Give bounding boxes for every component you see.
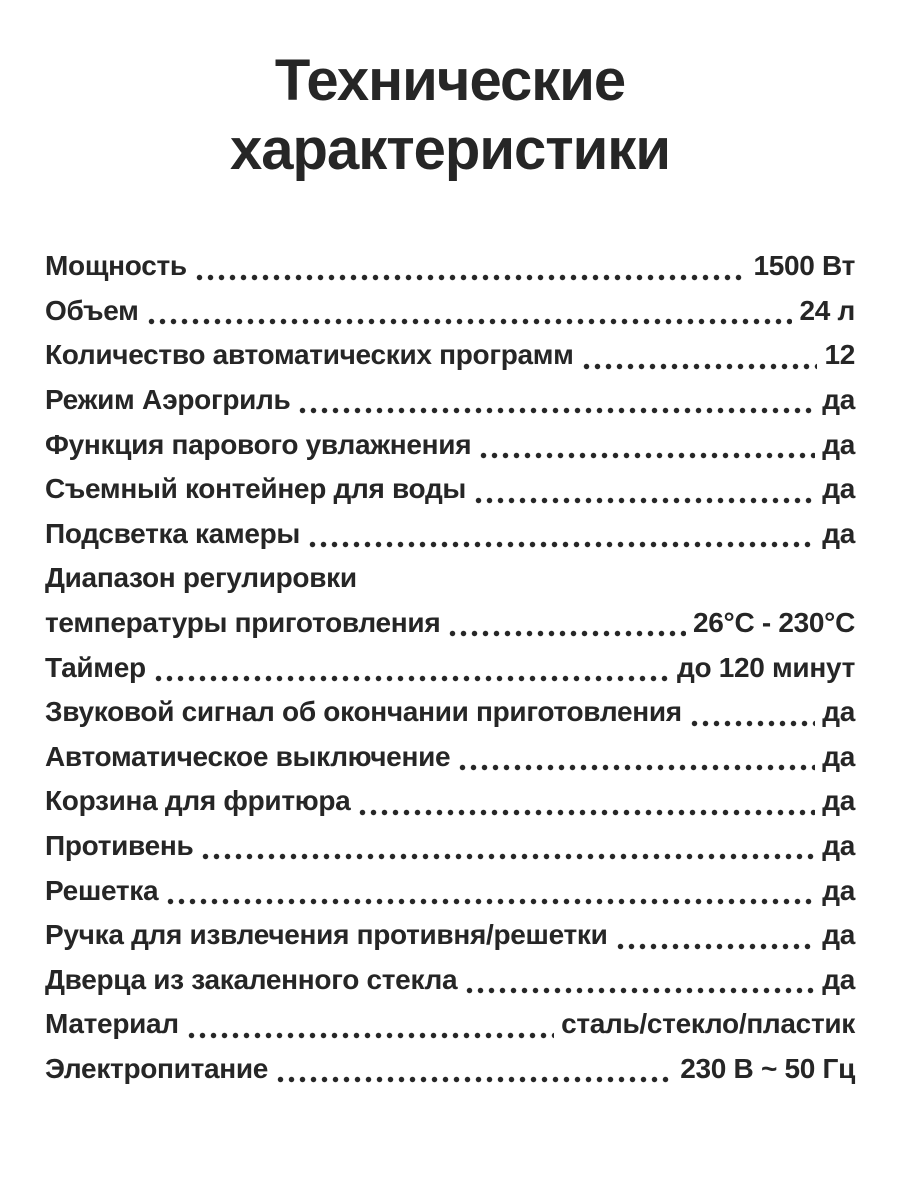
spec-row <box>45 601 855 646</box>
spec-label: Звуковой сигнал об окончании приготовления <box>45 696 682 728</box>
spec-list <box>45 244 855 1091</box>
spec-value: 12 <box>824 339 855 371</box>
spec-row <box>45 556 855 601</box>
dot-leader <box>473 467 815 512</box>
spec-label: Автоматическое выключение <box>45 740 451 772</box>
spec-value: да <box>822 963 855 995</box>
dot-leader <box>457 735 815 780</box>
dot-leader <box>357 779 815 824</box>
dot-leader <box>186 1002 554 1047</box>
dot-leader <box>153 645 670 690</box>
spec-label: Дверца из закаленного стекла <box>45 963 458 995</box>
spec-row <box>45 244 855 289</box>
spec-label: Мощность <box>45 250 187 282</box>
spec-label: Съемный контейнер для воды <box>45 473 467 505</box>
spec-row <box>45 1047 855 1092</box>
spec-row <box>45 735 855 780</box>
spec-row <box>45 512 855 557</box>
spec-label: Диапазон регулировки <box>45 562 357 594</box>
dot-leader <box>307 512 815 557</box>
spec-row <box>45 958 855 1003</box>
spec-label: Количество автоматических программ <box>45 339 574 371</box>
spec-row <box>45 868 855 913</box>
spec-value: да <box>822 830 855 862</box>
spec-row <box>45 824 855 869</box>
spec-value: да <box>822 473 855 505</box>
spec-value: да <box>822 785 855 817</box>
dot-leader <box>689 690 815 735</box>
spec-value: 1500 Вт <box>753 250 855 282</box>
dot-leader <box>297 378 815 423</box>
dot-leader <box>464 958 815 1003</box>
dot-leader <box>194 244 747 289</box>
spec-row <box>45 645 855 690</box>
spec-value: да <box>822 740 855 772</box>
spec-label: Режим Аэрогриль <box>45 384 291 416</box>
spec-value: сталь/стекло/пластик <box>561 1008 855 1040</box>
dot-leader <box>581 333 818 378</box>
spec-value: да <box>822 874 855 906</box>
spec-value: 24 л <box>799 294 855 326</box>
spec-label: Электропитание <box>45 1052 269 1084</box>
dot-leader <box>200 824 815 869</box>
spec-value: до 120 минут <box>676 651 855 683</box>
spec-row <box>45 289 855 334</box>
spec-row <box>45 378 855 423</box>
dot-leader <box>478 422 815 467</box>
page-title <box>45 46 855 184</box>
page-title-line-2: характеристики <box>230 117 670 182</box>
spec-label: Решетка <box>45 874 159 906</box>
spec-value: да <box>822 919 855 951</box>
spec-value: 26°C - 230°C <box>693 607 855 639</box>
spec-value: да <box>822 428 855 460</box>
spec-value: да <box>822 384 855 416</box>
spec-label: Объем <box>45 294 139 326</box>
spec-row <box>45 779 855 824</box>
dot-leader <box>165 868 815 913</box>
dot-leader <box>447 601 686 646</box>
spec-value: да <box>822 517 855 549</box>
spec-row <box>45 422 855 467</box>
spec-value: 230 В ~ 50 Гц <box>680 1052 855 1084</box>
dot-leader <box>364 556 848 601</box>
spec-label: Ручка для извлечения противня/решетки <box>45 919 608 951</box>
spec-row <box>45 690 855 735</box>
dot-leader <box>615 913 816 958</box>
spec-row <box>45 913 855 958</box>
spec-label: Противень <box>45 830 194 862</box>
dot-leader <box>146 289 793 334</box>
spec-row <box>45 333 855 378</box>
spec-row <box>45 467 855 512</box>
spec-label: Функция парового увлажнения <box>45 428 472 460</box>
spec-label: Материал <box>45 1008 179 1040</box>
spec-label: Таймер <box>45 651 146 683</box>
spec-label: температуры приготовления <box>45 607 441 639</box>
spec-value: да <box>822 696 855 728</box>
spec-label: Корзина для фритюра <box>45 785 351 817</box>
page-title-line-1: Технические <box>274 48 626 113</box>
spec-row <box>45 1002 855 1047</box>
dot-leader <box>275 1047 673 1092</box>
spec-label: Подсветка камеры <box>45 517 301 549</box>
